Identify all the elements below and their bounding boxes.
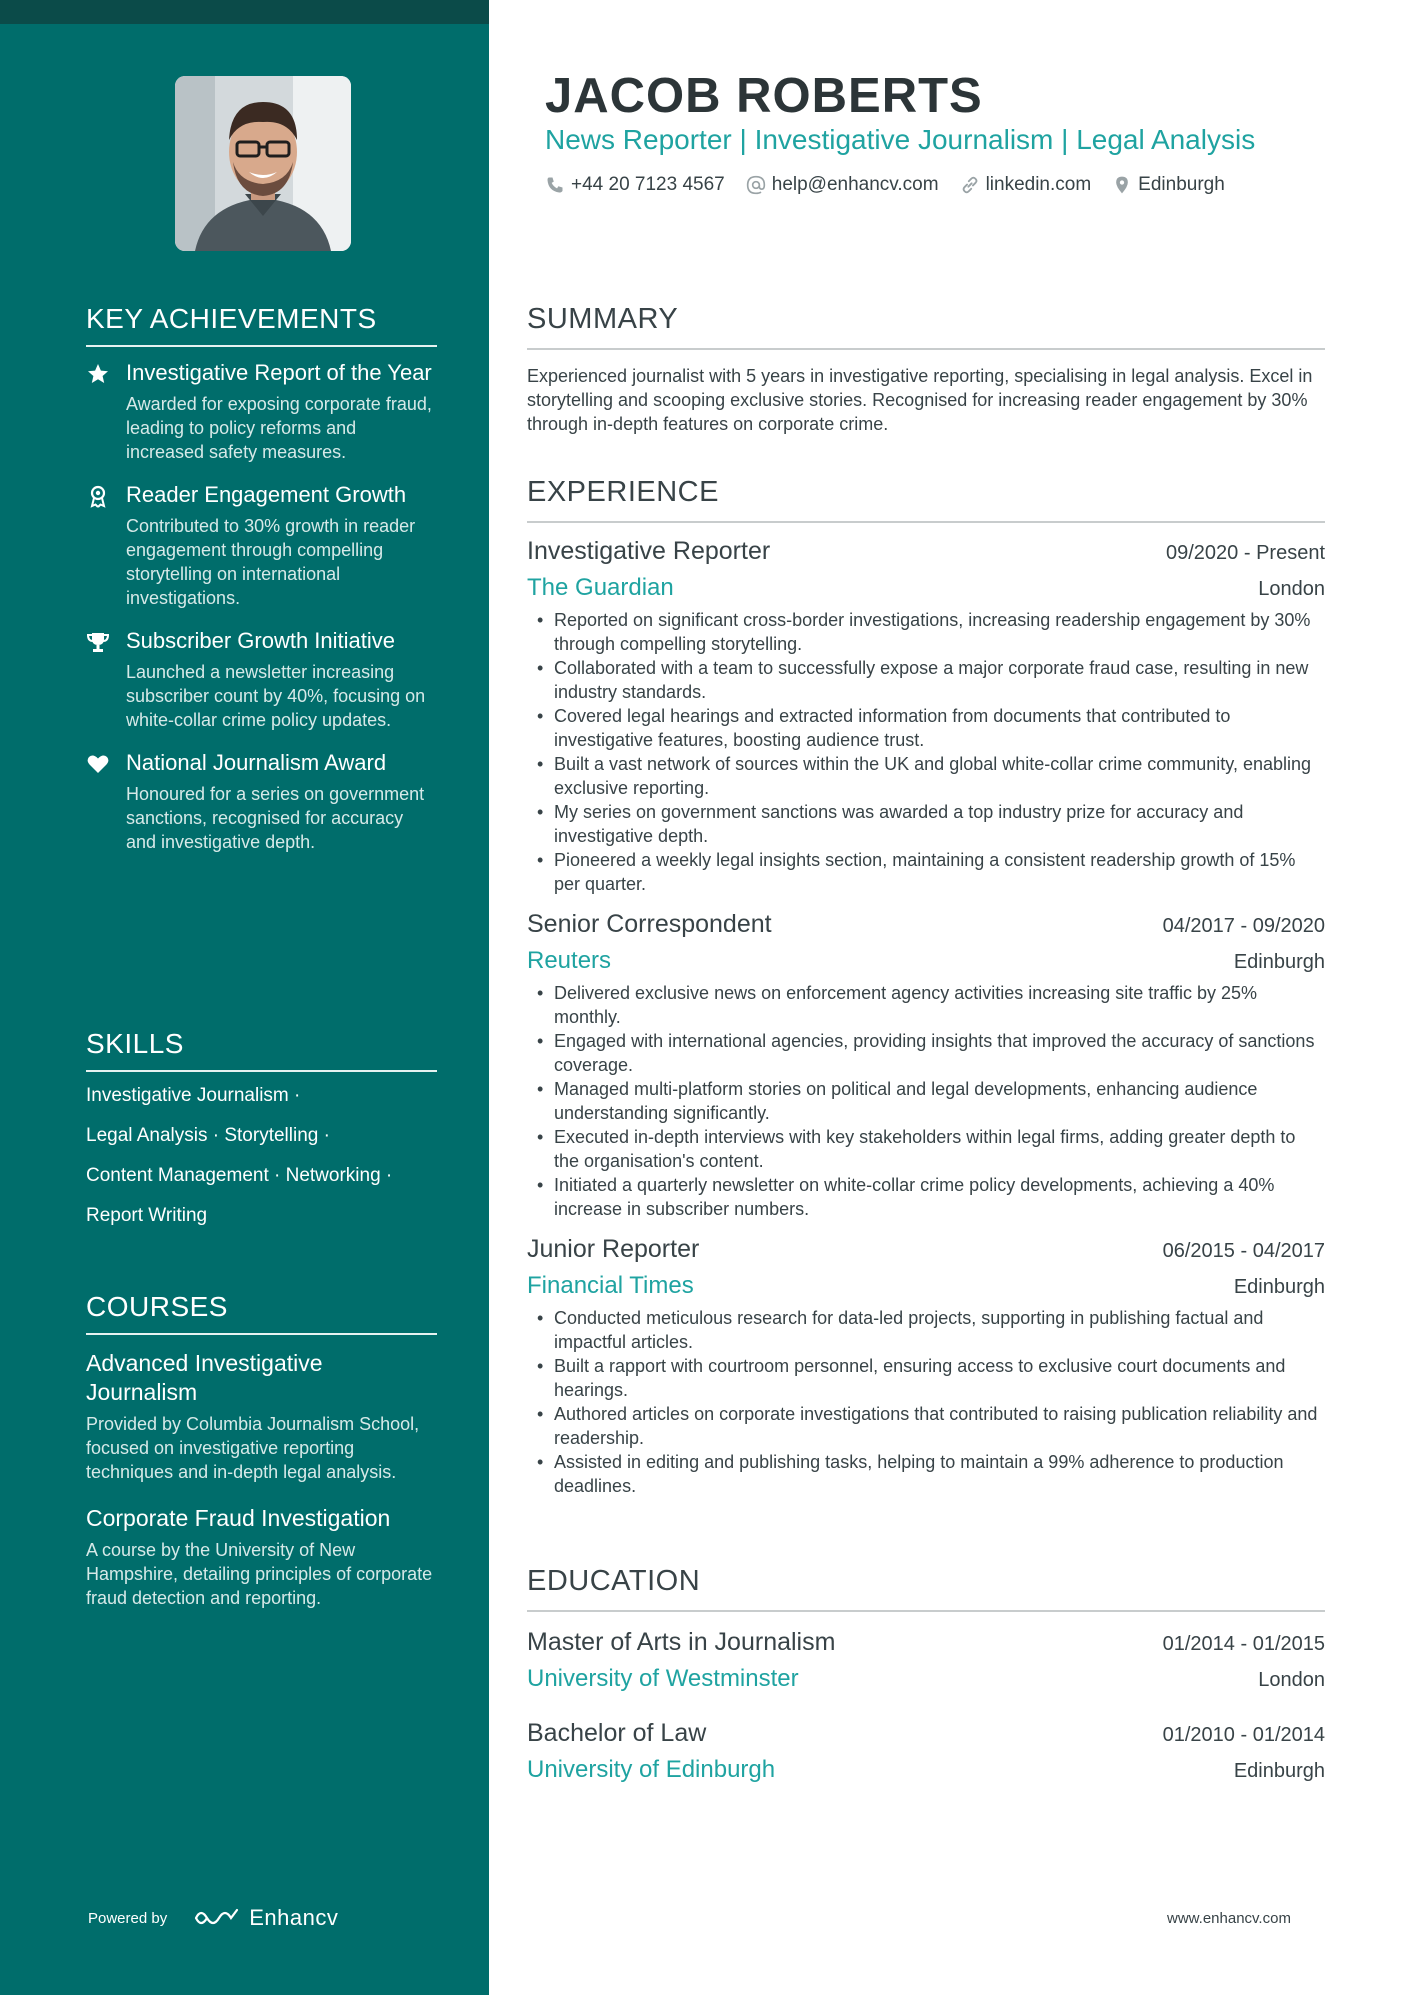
contact-bar [545,174,1246,196]
job-bullet: • Pioneered a weekly legal insights section, maintaining a consistent readership growth of 15% per quarter. [527,848,1325,896]
job-entry [527,1235,1325,1498]
course-desc: Provided by Columbia Journalism School, focused on investigative reporting techniques and in-depth legal analysis. [86,1414,420,1482]
job-title: Investigative Reporter [527,537,771,565]
skills-title: SKILLS [86,1028,437,1072]
brand-name: Enhancv [249,1905,339,1930]
powered-by [88,1905,338,1931]
location-pin-icon [1112,175,1132,195]
achievement-desc: Launched a newsletter increasing subscriber count by 40%, focusing on white-collar crime policy updates. [126,662,426,730]
experience-section [527,476,1325,1498]
achievements-section [86,303,437,871]
summary-text: Experienced journalist with 5 years in investigative reporting, specialising in legal analysis. Excel in storytelling and scooping exclusive stories. Recognised for increasing reader engagement by 30% through in-depth features on corporate crime. [527,366,1313,434]
at-icon [746,175,766,195]
job-bullet: • Conducted meticulous research for data-led projects, supporting in publishing factual and impactful articles. [527,1306,1325,1354]
job-bullet: • Assisted in editing and publishing tasks, helping to maintain a 99% adherence to production deadlines. [527,1450,1325,1498]
powered-by-label: Powered by [88,1909,168,1927]
candidate-name: JACOB ROBERTS [545,69,983,123]
achievement-item [86,749,437,854]
contact-email[interactable] [746,174,939,196]
job-bullet: • Initiated a quarterly newsletter on white-collar crime policy developments, achieving a 40% increase in subscriber numbers. [527,1173,1325,1221]
education-date: 01/2014 - 01/2015 [1162,1633,1325,1655]
job-bullet: • Built a rapport with courtroom personnel, ensuring access to exclusive court documents and hearings. [527,1354,1325,1402]
education-school: University of Edinburgh [527,1756,776,1783]
course-item [86,1349,437,1484]
achievement-title: Investigative Report of the Year [126,360,432,385]
phone-icon [545,175,565,195]
achievement-title: Reader Engagement Growth [126,482,407,507]
skill-line: Content Management · Networking · [86,1165,393,1186]
contact-location-text: Edinburgh [1138,174,1225,195]
experience-title: EXPERIENCE [527,476,1325,523]
job-bullets [527,608,1325,896]
contact-email-text: help@enhancv.com [771,174,939,195]
education-entry [527,1719,1325,1784]
skill-line: Legal Analysis · Storytelling · [86,1125,330,1146]
education-degree: Bachelor of Law [527,1719,707,1747]
achievement-item [86,627,437,732]
job-entry [527,537,1325,896]
job-bullet: • Executed in-depth interviews with key stakeholders within legal firms, adding greater depth to the organisation's content. [527,1125,1325,1173]
candidate-subtitle: News Reporter | Investigative Journalism | Legal Analysis [545,124,1256,155]
education-location: London [1258,1669,1325,1691]
job-bullet: • Authored articles on corporate investigations that contributed to raising publication reliability and readership. [527,1402,1325,1450]
education-entry [527,1628,1325,1693]
enhancv-logo-icon [193,1905,239,1931]
job-bullet: • Engaged with international agencies, providing insights that improved the accuracy of sanctions coverage. [527,1029,1325,1077]
contact-phone-text: +44 20 7123 4567 [571,174,725,195]
course-title: Corporate Fraud Investigation [86,1505,391,1531]
job-bullet: • Reported on significant cross-border investigations, increasing readership engagement by 30% through compelling storytelling. [527,608,1325,656]
job-date: 06/2015 - 04/2017 [1162,1240,1325,1262]
education-school: University of Westminster [527,1665,799,1692]
course-item [86,1504,437,1610]
job-company: The Guardian [527,574,674,601]
sidebar [0,0,489,1995]
sidebar-top-bar [0,0,489,24]
footer-url[interactable]: www.enhancv.com [1167,1910,1291,1927]
skills-list [86,1084,437,1228]
course-desc: A course by the University of New Hampshire, detailing principles of corporate fraud detection and reporting. [86,1540,433,1608]
job-bullets [527,981,1325,1221]
education-degree: Master of Arts in Journalism [527,1628,836,1656]
job-entry [527,910,1325,1221]
job-company: Reuters [527,947,612,974]
achievement-item [86,481,437,610]
trophy-icon [86,630,110,654]
achievement-desc: Awarded for exposing corporate fraud, leading to policy reforms and increased safety measures. [126,394,432,462]
job-bullet: • Built a vast network of sources within the UK and global white-collar crime community, enabling exclusive reporting. [527,752,1325,800]
education-date: 01/2010 - 01/2014 [1162,1724,1325,1746]
job-bullet: • Managed multi-platform stories on political and legal developments, enhancing audience understanding significantly. [527,1077,1325,1125]
job-bullets [527,1306,1325,1498]
heart-icon [86,752,110,776]
achievement-desc: Honoured for a series on government sanctions, recognised for accuracy and investigative depth. [126,784,425,852]
skill-line: Report Writing [86,1205,208,1226]
job-location: London [1258,578,1325,600]
summary-title: SUMMARY [527,303,1325,350]
job-title: Junior Reporter [527,1235,700,1263]
achievement-title: National Journalism Award [126,750,387,775]
achievements-title: KEY ACHIEVEMENTS [86,303,437,347]
summary-section [527,303,1325,436]
job-bullet: • Delivered exclusive news on enforcement agency activities increasing site traffic by 25% monthly. [527,981,1325,1029]
skills-section [86,1028,437,1244]
contact-linkedin-text: linkedin.com [985,174,1092,195]
medal-icon [86,484,110,508]
achievements-list [86,359,437,854]
achievement-item [86,359,437,464]
courses-section [86,1291,437,1630]
contact-phone[interactable] [545,174,725,196]
achievement-desc: Contributed to 30% growth in reader engagement through compelling storytelling on international investigations. [126,516,416,608]
education-title: EDUCATION [527,1565,1325,1612]
job-location: Edinburgh [1233,1276,1325,1298]
courses-title: COURSES [86,1291,437,1335]
enhancv-logo [193,1905,338,1931]
contact-location [1112,174,1225,196]
education-section [527,1565,1325,1794]
job-date: 09/2020 - Present [1166,542,1325,564]
skill-line: Investigative Journalism · [86,1085,301,1106]
profile-photo [175,76,351,251]
achievement-title: Subscriber Growth Initiative [126,628,395,653]
job-title: Senior Correspondent [527,910,772,938]
job-date: 04/2017 - 09/2020 [1162,915,1325,937]
job-location: Edinburgh [1233,951,1325,973]
job-bullet: • Covered legal hearings and extracted information from documents that contributed to investigative features, boosting audience trust. [527,704,1325,752]
job-bullet: • Collaborated with a team to successfully expose a major corporate fraud case, resulting in new industry standards. [527,656,1325,704]
star-icon [86,362,110,386]
link-icon [960,175,980,195]
education-location: Edinburgh [1233,1760,1325,1782]
course-title: Advanced Investigative Journalism [86,1350,323,1405]
job-company: Financial Times [527,1272,694,1299]
job-bullet: • My series on government sanctions was awarded a top industry prize for accuracy and investigative depth. [527,800,1325,848]
contact-linkedin[interactable] [960,174,1092,196]
